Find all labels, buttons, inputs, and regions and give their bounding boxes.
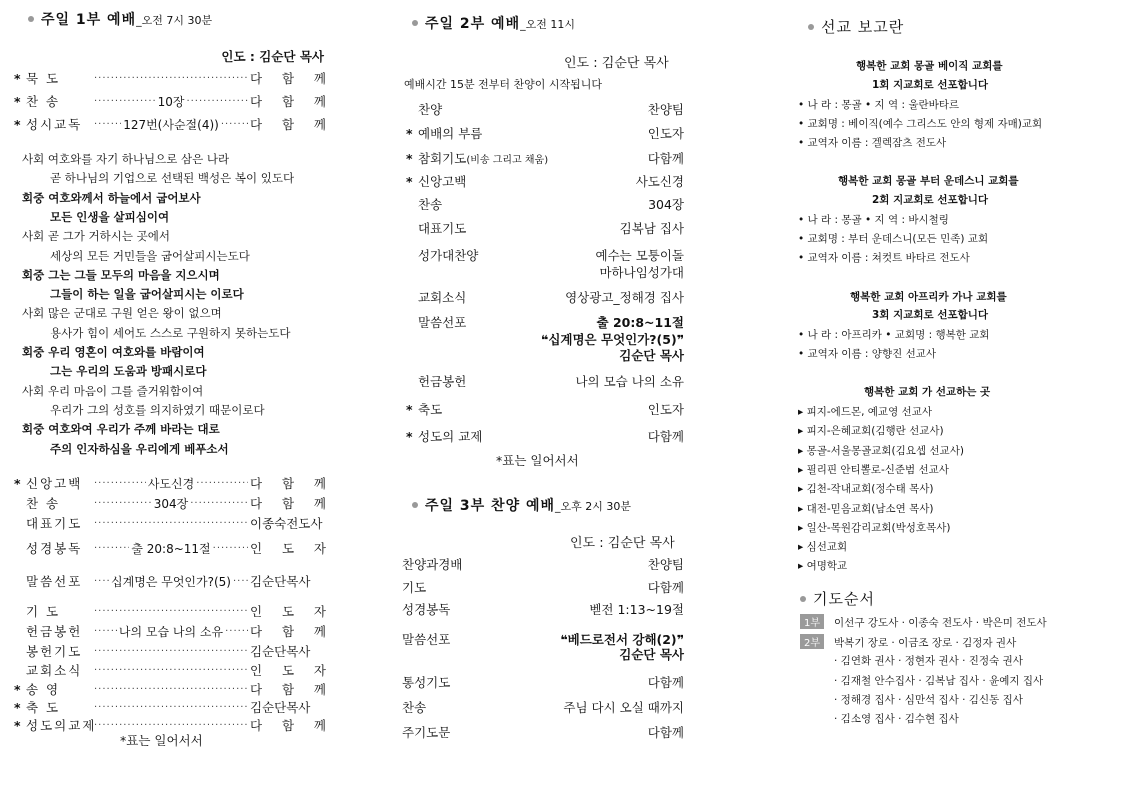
- leader-dots: [94, 478, 146, 489]
- order-star: *: [14, 70, 21, 86]
- order-item: 성경봉독: [26, 541, 83, 556]
- order2-person: 출 20:8~11절: [596, 315, 684, 330]
- leader-dots: [186, 96, 248, 107]
- leader-dots: [213, 543, 248, 554]
- order-person: 인 도 자: [250, 541, 326, 556]
- bullet-icon: [800, 596, 806, 602]
- order2-person: 다함께: [647, 429, 684, 444]
- order2-item: [406, 149, 548, 167]
- order3-item: 찬양과경배: [402, 557, 463, 572]
- order-star: *: [14, 699, 21, 715]
- order2-person: 예수는 모퉁이돌: [595, 248, 684, 263]
- order2-person: 나의 모습 나의 소유: [575, 374, 684, 389]
- leader-dots: [94, 96, 156, 107]
- leader-dots: [94, 518, 248, 529]
- church1-sub: 1회 지교회로 선포합니다: [872, 79, 989, 91]
- service1-header: [28, 9, 212, 29]
- reading-line: 용사가 힘이 세어도 스스로 구원하지 못하는도다: [50, 325, 291, 340]
- church-detail-line: • 교역자 이름 : 양향진 선교사: [798, 348, 936, 360]
- service3-time: _오후 2시 30분: [555, 500, 632, 513]
- prayer-tag-2: 2부: [800, 634, 824, 649]
- order-row: [14, 69, 326, 87]
- order-item: 기 도: [26, 604, 61, 619]
- order2-star: *: [406, 151, 413, 166]
- order3-item: 기도: [402, 580, 427, 595]
- order2-person: 영상광고_정해경 집사: [565, 290, 684, 305]
- order2-label: 축도: [418, 402, 443, 417]
- mission-list-item: ▸ 필리핀 안티뽈로-신준범 선교사: [798, 463, 949, 476]
- church-detail-line: • 교역자 이름 : 겔렉잠츠 전도사: [798, 137, 947, 149]
- reading-line: 세상의 모든 거민들을 굽어살피시는도다: [50, 248, 250, 263]
- order-item: 성도의교제: [26, 718, 97, 733]
- leader-dots: [190, 498, 248, 509]
- order2-label: 헌금봉헌: [418, 374, 467, 389]
- mission-list-item: ▸ 심선교회: [798, 541, 848, 554]
- leader-dots: [196, 478, 248, 489]
- church-detail-line: • 교회명 : 부터 운데스니(모든 민족) 교회: [798, 233, 989, 245]
- order-row: [14, 622, 326, 640]
- order-person: 다 함 께: [250, 117, 327, 132]
- order-item: 찬 송: [26, 496, 61, 511]
- leader-dots: [94, 543, 129, 554]
- order3-item: 찬송: [402, 700, 427, 715]
- leader-dots: [94, 702, 248, 713]
- reading-line: 주의 인자하심을 우리에게 베푸소서: [50, 441, 229, 456]
- order2-person: 마하나임성가대: [599, 265, 684, 280]
- prayer-line: · 김재철 안수집사 · 김복남 집사 · 윤예지 집사: [834, 674, 1044, 687]
- order2-item: [406, 400, 442, 418]
- order2-item: [406, 246, 478, 264]
- order2-label: 찬송: [418, 197, 443, 212]
- order2-label: 교회소식: [418, 290, 467, 305]
- order-star: *: [14, 116, 21, 132]
- order2-item: [406, 313, 466, 331]
- reading-line: 우리가 그의 성호를 의지하였기 때문이로다: [50, 402, 265, 417]
- order-detail: 304장: [153, 496, 189, 511]
- leader-dots: [94, 626, 117, 637]
- order-detail: 출 20:8~11절: [131, 541, 211, 556]
- reading-line: 사회 우리 마음이 그를 즐거워함이여: [22, 383, 204, 398]
- order-star: *: [14, 93, 21, 109]
- service2-leader: 인도 : 김순단 목사: [564, 56, 669, 71]
- order-detail: 127번(사순절(4)): [123, 117, 219, 132]
- reading-line: 회중 그는 그들 모두의 마음을 지으시며: [22, 267, 220, 282]
- order2-item: [406, 195, 442, 213]
- mission-list-item: ▸ 몽골-서울몽골교회(김요셉 선교사): [798, 444, 964, 457]
- mission-list-item: ▸ 일산-목원감리교회(박성호목사): [798, 521, 951, 534]
- mission-title: 선교 보고란: [821, 18, 905, 36]
- prayer-line-2: 박복기 장로 · 이금조 장로 · 김정자 권사: [834, 637, 1017, 649]
- order-item: 신앙고백: [26, 476, 83, 491]
- order-detail: 10장: [157, 94, 185, 109]
- order-item: 헌금봉헌: [26, 624, 83, 639]
- reading-line: 사회 많은 군대로 구원 얻은 왕이 없으며: [22, 306, 222, 321]
- service1-time: _오전 7시 30분: [136, 14, 213, 27]
- bullet-icon: [808, 24, 814, 30]
- leader-dots: [94, 665, 248, 676]
- service2-time: _오전 11시: [520, 18, 575, 31]
- order2-person: 304장: [648, 197, 684, 212]
- church-detail-line: • 교역자 이름 : 쳐컷트 바타르 전도사: [798, 252, 970, 264]
- order-person: 다 함 께: [250, 476, 326, 491]
- order2-star: *: [406, 429, 413, 444]
- order-person: 다 함 께: [250, 682, 326, 697]
- order-row: [14, 698, 326, 716]
- service1-leader: 인도 : 김순단 목사: [221, 49, 324, 64]
- church2-title: 행복한 교회 몽골 부터 운데스니 교회를: [838, 175, 1019, 187]
- order-row: [14, 680, 326, 698]
- order-person: 인 도 자: [250, 604, 326, 619]
- order3-person: 김순단 목사: [619, 647, 684, 662]
- prayer-tag-1: 1부: [800, 614, 824, 629]
- reading-line: 곧 하나님의 기업으로 선택된 백성은 복이 있도다: [50, 171, 295, 186]
- order3-item: 통성기도: [402, 675, 451, 690]
- leader-dots: [94, 498, 152, 509]
- order2-label: 대표기도: [418, 221, 467, 236]
- prayer-line: · 김연화 권사 · 정현자 권사 · 진정숙 권사: [834, 655, 1023, 668]
- church-detail-line: • 교회명 : 베이직(예수 그리스도 안의 형제 자매)교회: [798, 118, 1043, 130]
- service2-footnote: *표는 일어서서: [496, 453, 579, 468]
- leader-dots: [94, 646, 248, 657]
- order3-item: 성경봉독: [402, 602, 451, 617]
- order-item: 교회소식: [26, 663, 83, 678]
- order2-item: [406, 372, 466, 390]
- order-star: *: [14, 717, 21, 733]
- order-person: 다 함 께: [250, 624, 326, 639]
- prayer-line: · 김소영 집사 · 김수현 집사: [834, 713, 959, 726]
- order-person: 김순단목사: [250, 644, 311, 659]
- reading-line: 그들이 하는 일을 굽어살피시는 이로다: [50, 287, 244, 302]
- order2-label: 찬양: [418, 102, 443, 117]
- bullet-icon: [28, 16, 34, 22]
- leader-dots: [221, 119, 248, 130]
- reading-line: 회중 우리 영혼이 여호와를 바람이여: [22, 345, 205, 359]
- order-person: 김순단목사: [250, 574, 311, 589]
- order-row: [14, 642, 326, 660]
- order-star: *: [14, 475, 21, 491]
- leader-dots: [94, 684, 248, 695]
- order2-person: ❝십계명은 무엇인가?(5)❞: [541, 332, 684, 347]
- order-row: [14, 494, 326, 512]
- reading-line: 사회 여호와를 자기 하나님으로 삼은 나라: [22, 152, 230, 166]
- bullet-icon: [412, 502, 418, 508]
- service2-title: 주일 2부 예배: [425, 16, 521, 32]
- order-row: [14, 92, 326, 110]
- order-item: 말씀선포: [26, 574, 83, 589]
- order-person: 이종숙전도사: [250, 516, 323, 531]
- church-detail-line: • 나 라 : 몽골 • 지 역 : 바시철링: [798, 214, 949, 226]
- order-row: [14, 539, 326, 557]
- order-person: 인 도 자: [250, 663, 326, 678]
- order2-label: 성가대찬양: [418, 248, 479, 263]
- bullet-icon: [412, 20, 418, 26]
- order-item: 성시교독: [26, 117, 83, 132]
- prayer-row-2: [800, 634, 1016, 650]
- order2-label: 성도의 교제: [418, 429, 483, 444]
- order3-item: 주기도문: [402, 725, 451, 740]
- order-row: [14, 474, 326, 492]
- mission-list-title: 행복한 교회 가 선교하는 곳: [864, 386, 991, 398]
- order-item: 송 영: [26, 682, 61, 697]
- reading-line: 회중 여호와께서 하늘에서 굽어보사: [22, 190, 201, 205]
- order2-star: *: [406, 402, 413, 417]
- prayer-row-1: [800, 614, 1047, 630]
- order3-item: 말씀선포: [402, 632, 451, 647]
- order-person: 다 함 께: [250, 71, 326, 86]
- church-detail-line: • 나 라 : 아프리카 • 교회명 : 행복한 교회: [798, 329, 990, 341]
- order-row: [14, 115, 326, 133]
- mission-header: [808, 16, 904, 37]
- reading-line: 사회 곧 그가 거하시는 곳에서: [22, 229, 170, 244]
- prayer-line-1: 이선구 강도사 · 이종숙 전도사 · 박은미 전도사: [834, 617, 1047, 629]
- order2-person: 김복남 집사: [619, 221, 684, 236]
- order2-item: [406, 100, 442, 118]
- leader-dots: [94, 576, 109, 587]
- service3-leader: 인도 : 김순단 목사: [570, 536, 675, 551]
- order2-item: [406, 288, 466, 306]
- prayer-line: · 정해경 집사 · 심만석 집사 · 김신동 집사: [834, 693, 1023, 706]
- service1-title: 주일 1부 예배: [41, 12, 137, 28]
- order-row: [14, 572, 326, 590]
- order3-person: 다함께: [647, 675, 684, 690]
- order-item: 묵 도: [26, 71, 61, 86]
- order2-item: [406, 219, 466, 237]
- church3-sub: 3회 지교회로 선포합니다: [872, 309, 989, 321]
- order-row: [14, 602, 326, 620]
- church-detail-line: • 나 라 : 몽골 • 지 역 : 울란바타르: [798, 99, 960, 111]
- order-item: 봉헌기도: [26, 644, 83, 659]
- service3-title: 주일 3부 찬양 예배: [425, 498, 556, 514]
- order-person: 다 함 께: [250, 496, 326, 511]
- order2-person: 인도자: [647, 126, 684, 141]
- order-item: 대표기도: [26, 516, 83, 531]
- order3-person: ❝베드로전서 강해(2)❞: [560, 632, 684, 647]
- order3-person: 벧전 1:13~19절: [589, 602, 684, 617]
- reading-line: 회중 여호와여 우리가 주께 바라는 대로: [22, 422, 220, 437]
- order2-item: [406, 124, 482, 142]
- church1-title: 행복한 교회 몽골 베이직 교회를: [856, 60, 1003, 72]
- order-detail: 십계명은 무엇인가?(5): [111, 574, 231, 589]
- order-star: *: [14, 681, 21, 697]
- mission-list-item: ▸ 김천-작내교회(정수태 목사): [798, 483, 934, 496]
- church2-sub: 2회 지교회로 선포합니다: [872, 194, 989, 206]
- leader-dots: [94, 73, 248, 84]
- mission-list-item: ▸ 피지-은혜교회(김행란 선교사): [798, 425, 944, 438]
- order-person: 다 함 께: [250, 718, 326, 733]
- order-person: 다 함 께: [250, 94, 326, 109]
- order-detail: 나의 모습 나의 소유: [118, 624, 224, 639]
- service1-footnote: *표는 일어서서: [120, 733, 203, 748]
- prayer-header: [800, 588, 875, 609]
- leader-dots: [225, 626, 248, 637]
- order2-item: [406, 172, 466, 190]
- order2-person: 인도자: [647, 402, 684, 417]
- order-detail: 사도신경: [147, 476, 195, 491]
- order2-item: [406, 427, 482, 445]
- order2-sublabel: (비송 그리고 채움): [466, 155, 549, 166]
- order2-star: *: [406, 126, 413, 141]
- order2-person: 찬양팀: [647, 102, 684, 117]
- service3-header: [412, 495, 631, 515]
- leader-dots: [94, 119, 121, 130]
- reading-line: 모든 인생을 살피심이여: [50, 209, 170, 224]
- order2-person: 사도신경: [635, 174, 684, 189]
- leader-dots: [94, 606, 248, 617]
- service2-note: 예배시간 15분 전부터 찬양이 시작됩니다: [404, 78, 602, 91]
- order3-person: 다함께: [647, 580, 684, 595]
- leader-dots: [94, 720, 248, 731]
- prayer-title: 기도순서: [813, 590, 875, 608]
- church3-title: 행복한 교회 아프리카 가나 교회를: [850, 291, 1007, 303]
- order2-person: 다함께: [647, 151, 684, 166]
- order2-label: 참회기도: [418, 151, 467, 166]
- service2-header: [412, 13, 575, 33]
- order2-person: 김순단 목사: [619, 348, 684, 363]
- order3-person: 주님 다시 오실 때까지: [563, 700, 684, 715]
- order2-label: 신앙고백: [418, 174, 467, 189]
- order3-person: 찬양팀: [647, 557, 684, 572]
- order-item: 축 도: [26, 700, 61, 715]
- reading-line: 그는 우리의 도움과 방패시로다: [50, 364, 207, 379]
- mission-list-item: ▸ 여명학교: [798, 560, 848, 573]
- mission-list-item: ▸ 피지-에드몬, 예교영 선교사: [798, 406, 932, 418]
- order-row: [14, 514, 326, 532]
- mission-list-item: ▸ 대전-믿음교회(남소연 목사): [798, 502, 934, 515]
- order-row: [14, 661, 326, 679]
- order-item: 찬 송: [26, 94, 61, 109]
- order2-label: 말씀선포: [418, 315, 467, 330]
- order3-person: 다함께: [647, 725, 684, 740]
- order2-star: *: [406, 174, 413, 189]
- order2-label: 예배의 부름: [418, 126, 483, 141]
- leader-dots: [233, 576, 248, 587]
- order-person: 김순단목사: [250, 700, 311, 715]
